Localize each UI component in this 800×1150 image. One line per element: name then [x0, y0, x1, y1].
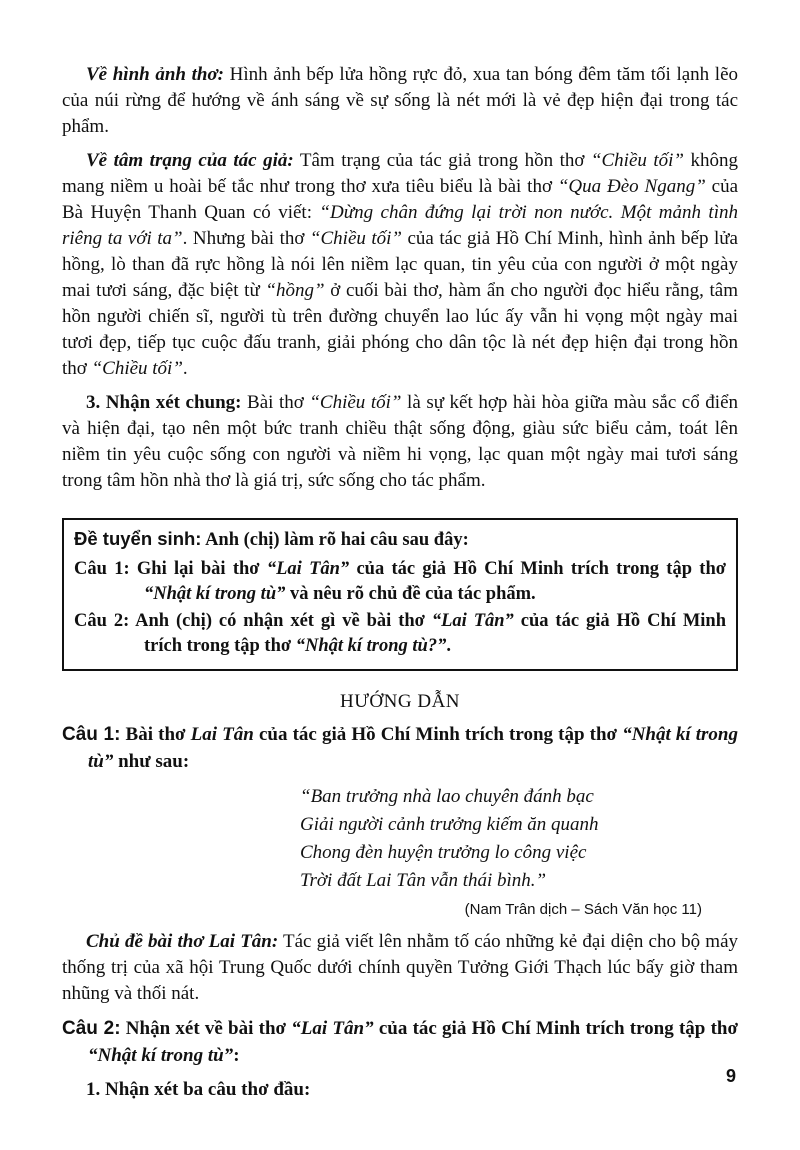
subheading-first-three-lines: 1. Nhận xét ba câu thơ đầu: [86, 1079, 311, 1100]
poem-block [300, 783, 738, 895]
italic-run: “Chiều tối” [590, 150, 684, 171]
guide-title: HƯỚNG DẪN [339, 691, 461, 712]
poem-line: Giải người cảnh trưởng kiếm ăn quanh [300, 814, 599, 835]
text-run: của tác giả Hồ Chí Minh trích trong tập thơ [144, 611, 727, 656]
italic-run: “Lai Tân” [431, 611, 514, 631]
answer-1 [62, 721, 738, 775]
exam-heading [74, 526, 726, 553]
italic-run: “Nhật kí trong tù?” [295, 636, 447, 656]
text-run: của tác giả Hồ Chí Minh trích trong tập thơ [253, 724, 623, 745]
text-run: Ghi lại bài thơ [129, 559, 267, 579]
text-run: Bài thơ [120, 724, 191, 745]
italic-run: “Nhật kí trong tù” [88, 724, 739, 772]
answer-label: Câu 1: [62, 724, 121, 745]
text-run: như sau: [113, 751, 190, 772]
text-run: . Nhưng bài thơ [182, 228, 310, 249]
poem-line: Chong đèn huyện trưởng lo công việc [300, 842, 587, 863]
text-run: Tâm trạng của tác giả trong hồn thơ [293, 150, 591, 171]
exam-label: Đề tuyển sinh: [74, 528, 202, 549]
paragraph-general-remark [62, 390, 738, 494]
exam-intro: Anh (chị) làm rõ hai câu sau đây: [201, 530, 469, 550]
paragraph-text: Hình ảnh bếp lửa hồng rực đỏ, xua tan bóng đêm tăm tối lạnh lẽo của núi rừng để hướng về ánh sáng về sự sống là nét mới là vẻ đẹp hiện đại trong tác phẩm. [62, 64, 739, 137]
italic-quote: “Dừng chân đứng lại trời non nước. Một mảnh tình riêng ta với ta” [62, 202, 738, 249]
text-run: và nêu rõ chủ đề của tác phẩm. [285, 584, 536, 604]
poem-line: “Ban trưởng nhà lao chuyên đánh bạc [300, 786, 594, 807]
poem-credit: (Nam Trân dịch – Sách Văn học 11) [464, 901, 702, 918]
text-run: của Bà Huyện Thanh Quan có viết: [62, 176, 739, 223]
exam-question-2 [74, 609, 726, 659]
paragraph-label: Chủ đề bài thơ Lai Tân: [86, 931, 279, 952]
italic-run: “Chiều tối” [309, 228, 402, 249]
text-run: Nhận xét về bài thơ [120, 1018, 292, 1039]
text-run: là sự kết hợp hài hòa giữa màu sắc cổ điển và hiện đại, tạo nên một bức tranh chiều thật sống động, giàu sức biểu cảm, toát lên niềm tin yêu cuộc sống con người và niềm hi vọng, lạc quan một ngày mai tươi sáng trong tâm hồn nhà thơ là giá trị, sức sống cho tác phẩm. [62, 392, 739, 491]
paragraph-theme [62, 929, 738, 1007]
text-run: . [182, 358, 188, 379]
paragraph-label: Về tâm trạng của tác giả: [86, 150, 294, 171]
paragraph-label: Về hình ảnh thơ: [86, 64, 224, 85]
text-run: không mang niềm u hoài bế tắc như trong thơ xưa tiêu biểu là bài thơ [62, 150, 739, 197]
text-run: Anh (chị) có nhận xét gì về bài thơ [129, 611, 432, 631]
italic-run: “Qua Đèo Ngang” [557, 176, 706, 197]
italic-run: “Chiều tối” [91, 358, 183, 379]
paragraph-author-mood [62, 148, 738, 382]
italic-run: “Nhật kí trong tù” [88, 1045, 234, 1066]
text-run: . [446, 636, 451, 656]
text-run: ở cuối bài thơ, hàm ẩn cho người đọc hiểu rằng, tâm hồn người chiến sĩ, người tù trên đường chuyển lao lúc ấy vẫn hi vọng một ngày mai tươi đẹp, tiếp tục cuộc đấu tranh, giải phóng cho dân tộc là nét đẹp hiện đại trong hồn thơ [62, 280, 738, 379]
question-label: Câu 1: [74, 559, 130, 579]
italic-run: “Nhật kí trong tù” [144, 584, 286, 604]
text-run: của tác giả Hồ Chí Minh trích trong tập thơ [373, 1018, 739, 1039]
italic-run: “hồng” [265, 280, 325, 301]
answer-label: Câu 2: [62, 1018, 121, 1039]
page-number: 9 [725, 1066, 736, 1086]
text-run: : [233, 1045, 240, 1066]
text-run: của tác giả Hồ Chí Minh trích trong tập thơ [349, 559, 726, 579]
poem-line: Trời đất Lai Tân vẫn thái bình.” [300, 870, 547, 891]
paragraph-poetic-image [62, 62, 738, 140]
italic-run: Lai Tân [190, 724, 254, 745]
text-run: của tác giả Hồ Chí Minh, hình ảnh bếp lửa hồng, lò than đã rực hồng là nói lên niềm lạc quan, tin yêu của con người ở một ngày mai tươi sáng, đặc biệt từ [62, 228, 738, 301]
italic-run: “Chiều tối” [309, 392, 402, 413]
exam-question-box [62, 518, 738, 671]
page-content [62, 62, 738, 1103]
paragraph-label: 3. Nhận xét chung: [86, 392, 242, 413]
italic-run: “Lai Tân” [266, 559, 350, 579]
exam-question-1 [74, 557, 726, 607]
text-run: Bài thơ [241, 392, 310, 413]
paragraph-text: Tác giả viết lên nhằm tố cáo những kẻ đại diện cho bộ máy thống trị của xã hội Trung Quốc dưới chính quyền Tưởng Giới Thạch lúc bấy giờ tham nhũng và thối nát. [62, 931, 738, 1004]
question-label: Câu 2: [74, 611, 130, 631]
answer-2 [62, 1015, 738, 1069]
italic-run: “Lai Tân” [291, 1018, 374, 1039]
